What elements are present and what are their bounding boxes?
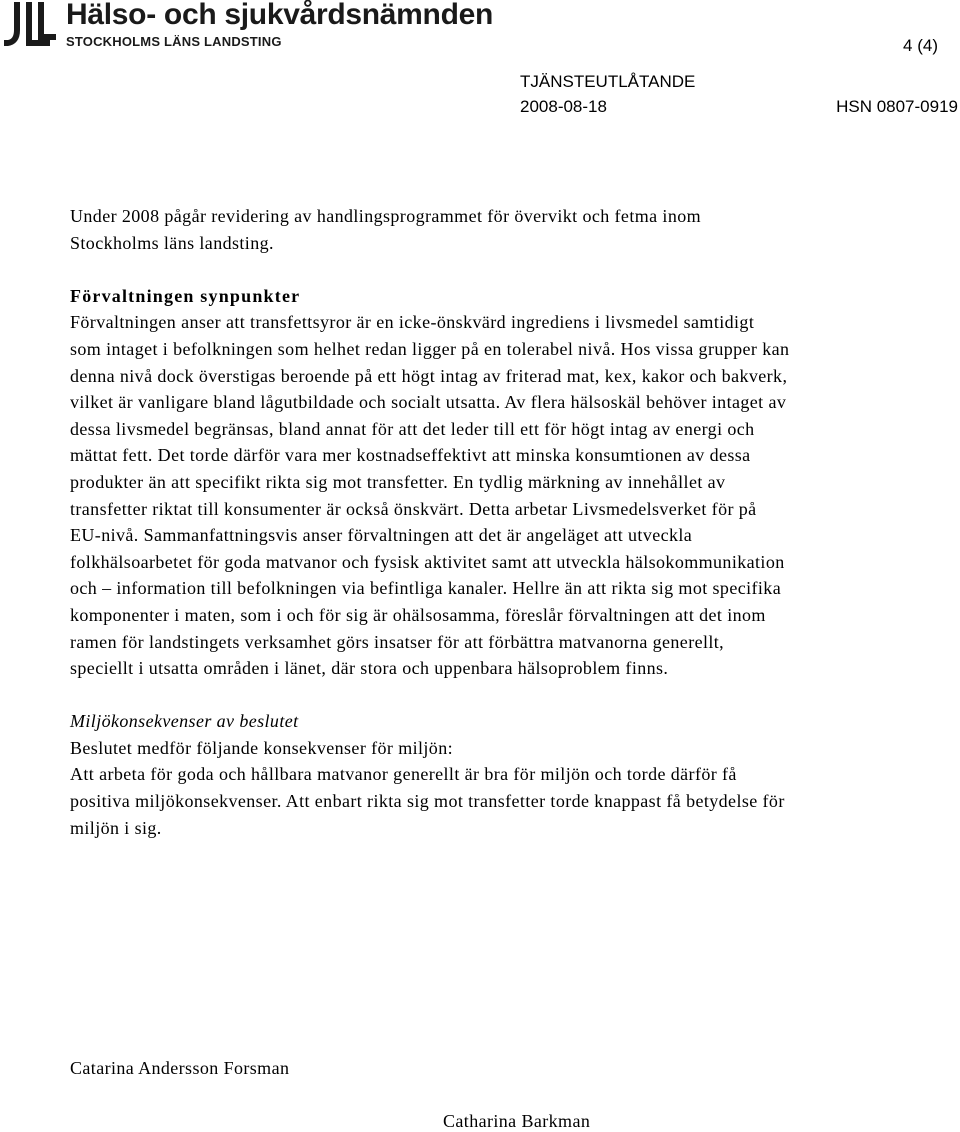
county-logo-icon bbox=[2, 0, 60, 50]
synpunkter-paragraph: Förvaltningen anser att transfettsyror är en icke-önskvärd ingrediens i livsmedel samtidigt som intaget i befolkningen som helhet redan ligger på en tolerabel nivå. Hos vissa grupper kan denna nivå dock överstigas beroende på ett högt intag av friterad mat, kex, kakor och bakverk, vilket är vanligare bland lågutbildade och socialt utsatta. Av flera hälsoskäl behöver intaget av dessa livsmedel begränsas, bland annat för att det leder till ett för högt intag av energi och mättat fett. Det torde därför vara mer kostnadseffektivt att minska konsumtionen av dessa produkter än att specifikt rikta sig mot transfetter. En tydlig märkning av innehållet av transfetter riktat till konsumenter är också önskvärt. Detta arbetar Livsmedelsverket för på EU-nivå. Sammanfattningsvis anser förvaltningen att det är angeläget att utveckla folkhälsoarbetet för goda matvanor och fysisk aktivitet samt att utveckla hälsokommunikation och – information till befolkningen via befintliga kanaler. Hellre än att rikta sig mot specifika komponenter i maten, som i och för sig är ohälsosamma, föreslår förvaltningen att det inom ramen för landstingets verksamhet görs insatser för att förbättra matvanorna generellt, speciellt i utsatta områden i länet, där stora och uppenbara hälsoproblem finns. bbox=[70, 312, 790, 679]
document-type: TJÄNSTEUTLÅTANDE bbox=[520, 72, 696, 91]
signature-first: Catarina Andersson Forsman bbox=[70, 1058, 290, 1078]
intro-paragraph: Under 2008 pågår revidering av handlingsprogrammet för övervikt och fetma inom Stockholms läns landsting. bbox=[70, 206, 702, 253]
organization-name: Hälso- och sjukvårdsnämnden bbox=[66, 0, 494, 31]
section-heading-miljokonsekvenser: Miljökonsekvenser av beslutet bbox=[70, 711, 299, 732]
document-date: 2008-08-18 bbox=[520, 97, 607, 116]
document-reference: HSN 0807-0919 bbox=[836, 97, 958, 116]
miljo-intro-line: Beslutet medför följande konsekvenser för miljön: bbox=[70, 737, 454, 758]
signature-second: Catharina Barkman bbox=[443, 1111, 591, 1131]
document-body bbox=[70, 203, 790, 841]
section-heading-synpunkter: Förvaltningen synpunkter bbox=[70, 285, 301, 306]
miljo-paragraph: Att arbeta för goda och hållbara matvanor generellt är bra för miljön och torde därför få positiva miljökonsekvenser. Att enbart rikta sig mot transfetter torde knappast få betydelse för miljön i sig. bbox=[70, 764, 785, 838]
page-number: 4 (4) bbox=[903, 36, 938, 55]
organization-subtitle: STOCKHOLMS LÄNS LANDSTING bbox=[66, 34, 282, 49]
organization-logo bbox=[2, 0, 494, 54]
